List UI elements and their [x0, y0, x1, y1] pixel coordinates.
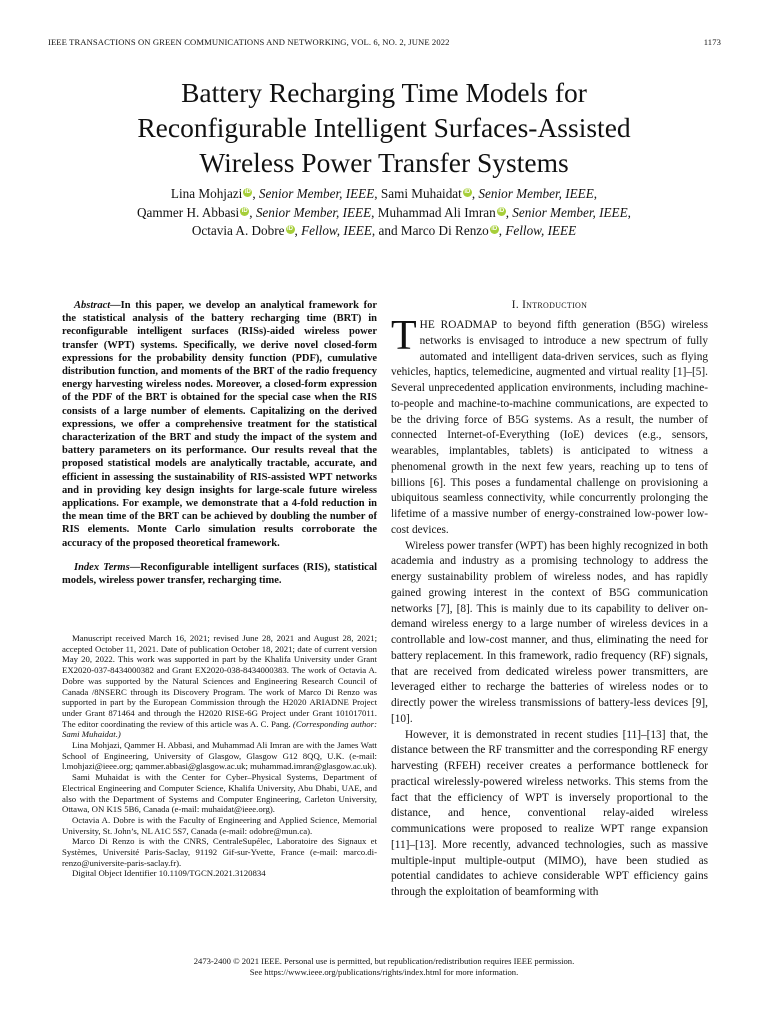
- abstract: [62, 299, 377, 550]
- author-affiliation: Senior Member, IEEE: [255, 204, 372, 220]
- abstract-label: Abstract: [74, 300, 111, 311]
- author-list: Lina Mohjazi iD , Senior Member, IEEE, Sami Muhaidat iD , Senior Member, IEEE, Qammer H. Abbasi iD , Senior Member, IEEE, Muhammad Ali Imran iD , Senior Member, IEEE, Octavia A. Dobre iD , Fellow, IEEE, and Marco Di Renzo iD , Fellow, IEEE: [137, 186, 631, 238]
- author-separator: , and: [371, 223, 401, 238]
- footnote-glasgow: Lina Mohjazi, Qammer H. Abbasi, and Muhammad Ali Imran are with the James Watt School of Engineering, University of Glasgow, Glasgow G12 8QQ, U.K. (e-mail: l.mohjazi@ieee.org; qammer.abbasi@glasgow.ac.uk; muhammad.imran@glasgow.ac.uk).: [62, 740, 377, 772]
- author-separator: ,: [593, 186, 598, 201]
- page-number: 1173: [703, 37, 721, 47]
- intro-paragraph: However, it is demonstrated in recent studies [11]–[13] that, the distance between the RF transmitter and the corresponding RF energy harvesting (RFEH) receiver creates a performance bottleneck for practical wirelessly-powered wireless networks. This stems from the fact that the efficiency of WPT is inversely proportional to the distance, and hence, conventional relay-aided wireless communications were proposed to realize WPT range expansion [11]–[13]. More recently, advanced technologies, such as massive multiple-input multiple-output (MIMO), have been studied as potential candidates to achieve considerable WPT efficiency gains through the exploitation of beamforming with: [391, 728, 708, 898]
- footnote-khalifa: Sami Muhaidat is with the Center for Cyber–Physical Systems, Department of Electrical Engineering and Computer Science, Khalifa University, Abu Dhabi, UAE, and also with the Department of Systems and Computer Engineering, Carleton University, Ottawa, ON K1S 5B6, Canada (e-mail: muhaidat@ieee.org).: [62, 772, 377, 815]
- orcid-icon[interactable]: iD: [287, 226, 293, 232]
- orcid-icon[interactable]: iD: [464, 189, 471, 195]
- intro-paragraph: Wireless power transfer (WPT) has been highly recognized in both academia and industry as a promising technology to address the energy sustainability problem of wireless nodes, and has rapidly gained growing interest in the context of B5G communication networks [7], [8]. This is mainly due to its capability to deliver on-demand wireless energy to a large number of wireless devices in a controllable and low-cost manner, and thus, eliminating the need for battery replacement. In this framework, radio frequency (RF) signals, that are received from dedicated wireless power transmitters, are leveraged either to recharge the batteries of wireless nodes or to directly power the wireless transmissions of battery-less devices [9], [10].: [391, 539, 708, 725]
- paper-title: [40, 75, 728, 180]
- section-heading: [391, 299, 708, 311]
- index-terms-text: —Reconfigurable intelligent surfaces (RIS), statistical models, wireless power transfer, recharging time.: [62, 562, 377, 587]
- copyright-line: 2473-2400 © 2021 IEEE. Personal use is permitted, but republication/redistribution requires IEEE permission.: [193, 956, 575, 966]
- footnotes: [62, 633, 377, 879]
- author-name: Marco Di Renzo: [400, 223, 489, 238]
- author-affiliation: Fellow, IEEE: [505, 223, 577, 238]
- footnote-memorial: Octavia A. Dobre is with the Faculty of Engineering and Applied Science, Memorial University, St. John’s, NL A1C 5S7, Canada (e-mail: odobre@mun.ca).: [62, 814, 377, 836]
- author-affiliation: Senior Member, IEEE: [512, 204, 628, 220]
- orcid-icon[interactable]: iD: [491, 226, 498, 232]
- author-name: Qammer H. Abbasi: [137, 204, 240, 220]
- index-terms: [62, 561, 377, 587]
- section-title: Introduction: [522, 299, 588, 311]
- intro-opening-caps: HE ROADMAP: [419, 319, 498, 331]
- footnote-manuscript-text: Manuscript received March 16, 2021; revised June 28, 2021 and August 28, 2021; accepted October 11, 2021. Date of publication October 18, 2021; date of current version May 20, 2022. This work was supported in part by the Khalifa University under Grant EX2020-037-8434000382 and Grant EX2020-038-8434000383. The work of Octavia A. Dobre was supported by the Natural Sciences and Engineering Research Council of Canada /8NSERC through its Discovery Program. The work of Marco Di Renzo was supported in part by the European Commission through the H2020 ARIADNE Project under Grant 871464 and through the H2020 RISE-6G Project under Grant 101017011. The editor coordinating the review of this article was A. C. Pang.: [62, 633, 377, 729]
- author-separator: ,: [374, 186, 381, 201]
- index-terms-label: Index Terms: [74, 562, 130, 573]
- abstract-text: —In this paper, we develop an analytical framework for the statistical analysis of the battery recharging time (BRT) in reconfigurable intelligent surfaces (RISs)-aided wireless power transfer (WPT) systems. Specifically, we derive novel closed-form expressions for the probability density function (PDF), cumulative distribution function, and moments of the BRT of the radio frequency energy harvesting wireless nodes. Moreover, a closed-form expression of the PDF of the BRT is obtained for the special case when the RIS consists of a large number of elements. Capitalizing on the derived expressions, we offer a comprehensive treatment for the statistical characterization of the BRT and study the impact of the system and battery parameters on its performance. Our results reveal that the proposed statistical models are analytically tractable, accurate, and efficient in assessing the sustainability of RIS-assisted WPT networks and in providing key design insights for large-scale future wireless applications. For example, we demonstrate that a 4-fold reduction in the mean time of the BRT can be achieved by doubling the number of RIS elements. Monte Carlo simulation results corroborate the accuracy of the proposed theoretical framework.: [62, 300, 377, 549]
- author-affiliation: Fellow, IEEE: [301, 223, 372, 238]
- running-head: [48, 37, 721, 47]
- title-line-1: Battery Recharging Time Models for: [181, 77, 587, 108]
- author-name: Octavia A. Dobre: [191, 223, 285, 238]
- title-line-3: Wireless Power Transfer Systems: [199, 147, 569, 178]
- author-separator: ,: [627, 204, 631, 220]
- introduction-body: [391, 313, 708, 901]
- author-name: Sami Muhaidat: [380, 186, 462, 201]
- intro-paragraph: [391, 313, 708, 539]
- author-affiliation: Senior Member, IEEE: [478, 186, 594, 201]
- journal-name: IEEE TRANSACTIONS ON GREEN COMMUNICATIONS AND NETWORKING, VOL. 6, NO. 2, JUNE 2022: [48, 37, 450, 47]
- footnote-manuscript: [62, 633, 377, 740]
- copyright-footer: [40, 956, 728, 978]
- footnote-cnrs: Marco Di Renzo is with the CNRS, CentraleSupélec, Laboratoire des Signaux et Systèmes, Université Paris-Saclay, 91192 Gif-sur-Yvette, France (e-mail: marco.di-renzo@universite-paris-saclay.fr).: [62, 836, 377, 868]
- title-line-2: Reconfigurable Intelligent Surfaces-Assisted: [137, 112, 631, 143]
- corresponding-author: (Corresponding author: Sami Muhaidat.): [62, 718, 377, 740]
- author-name: Muhammad Ali Imran: [377, 204, 496, 220]
- author-affiliation: Senior Member, IEEE: [258, 186, 375, 201]
- footnote-doi[interactable]: Digital Object Identifier 10.1109/TGCN.2021.3120834: [72, 868, 266, 879]
- author-name: Lina Mohjazi: [170, 186, 243, 201]
- intro-paragraph-1-text: to beyond fifth generation (B5G) wireless networks is envisaged to introduce a new spectrum of fully automated and intelligent data-driven services, such as flying vehicles, haptics, telemedicine, augmented and virtual reality [1]–[5]. Several unprecedented application environments, including machine-to-people and machine-to-machine communications, are expected to be the driving force of B5G systems. As a result, the number of connected Internet-of-Everything (IoE) devices (e.g., sensors, wearables, implantables, tablets) is anticipated to witness a phenomenal growth in the next few years, reaching up to tens of billions [6]. This poses a fundamental challenge on provisioning a ubiquitous seamless connectivity, while concurrently prolonging the lifetime of a massive number of energy-constrained low-power low-cost devices.: [391, 319, 708, 536]
- drop-cap: T: [391, 313, 417, 359]
- author-separator: ,: [371, 204, 378, 220]
- rights-link-line[interactable]: See https://www.ieee.org/publications/rights/index.html for more information.: [249, 967, 519, 977]
- orcid-icon[interactable]: iD: [241, 207, 248, 214]
- orcid-icon[interactable]: iD: [244, 189, 251, 195]
- section-number: I.: [511, 299, 523, 311]
- orcid-icon[interactable]: iD: [498, 207, 505, 214]
